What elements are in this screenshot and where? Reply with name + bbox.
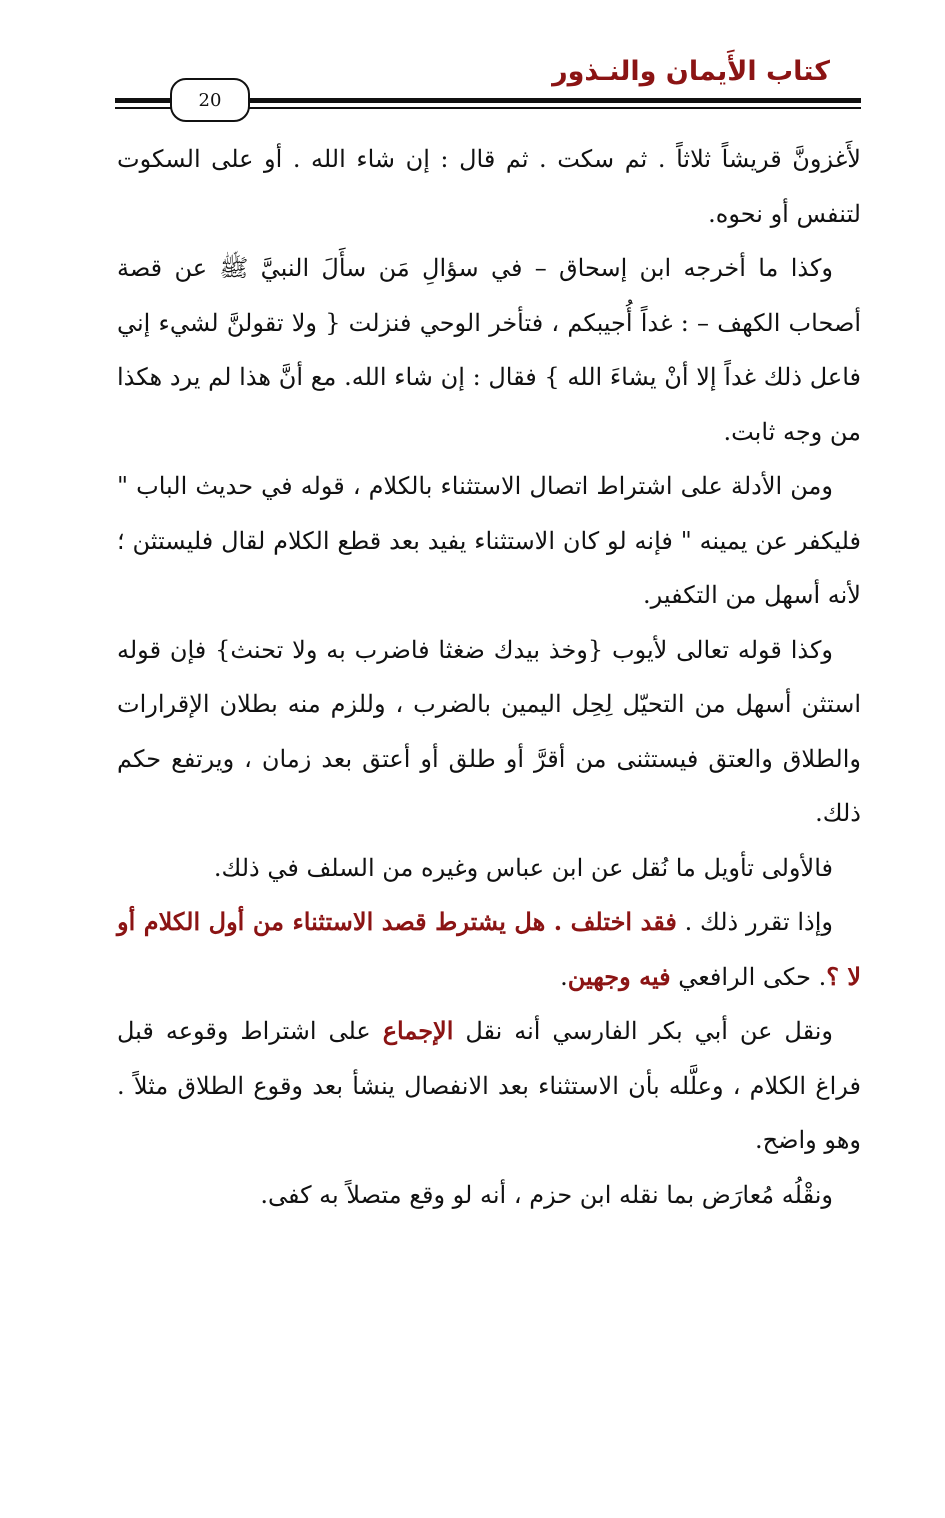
page-number-badge: [170, 78, 250, 122]
paragraph-5: فالأولى تأويل ما نُقل عن ابن عباس وغيره من السلف في ذلك.: [213, 853, 833, 882]
paragraph-7-text-2: على اشتراط وقوعه قبل فراغ الكلام ، وعلَّله بأن الاستثناء بعد الانفصال ينشأ بعد وقوع الطلاق مثلاً . وهو واضح.: [117, 1017, 861, 1154]
paragraph-7-highlight-consensus: الإجماع: [382, 1016, 454, 1045]
page-body: [117, 132, 861, 1222]
paragraph-4: وكذا قوله تعالى لأيوب {وخذ بيدك ضغثا فاضرب به ولا تحنث} فإن قوله استثن أسهل من التحيّل لِحِل اليمين بالضرب ، وللزم منه بطلان الإقرارات والطلاق والعتق فيستثنى من أقرَّ أو طلق أو أعتق بعد زمان ، ويرتفع حكم ذلك.: [117, 635, 861, 827]
paragraph-2: وكذا ما أخرجه ابن إسحاق – في سؤالِ مَن سأَلَ النبيَّ ﷺ عن قصة أصحاب الكهف – : غداً أُجيبكم ، فتأخر الوحي فنزلت { ولا تقولنَّ لشيء إني فاعل ذلك غداً إلا أنْ يشاءَ الله } فقال : إن شاء الله. مع أنَّ هذا لم يرد هكذا من وجه ثابت.: [117, 254, 861, 446]
paragraph-8: ونقْلُه مُعارَض بما نقله ابن حزم ، أنه لو وقع متصلاً به كفى.: [260, 1180, 833, 1209]
paragraph-1: لأَغزونَّ قريشاً ثلاثاً . ثم سكت . ثم قال : إن شاء الله . أو على السكوت لتنفس أو نحوه.: [117, 145, 861, 228]
page-number: 20: [198, 89, 222, 111]
paragraph-6-text-1: وإذا تقرر ذلك .: [676, 908, 834, 936]
paragraph-3: ومن الأدلة على اشتراط اتصال الاستثناء بالكلام ، قوله في حديث الباب " فليكفر عن يمينه " فإنه لو كان الاستثناء يفيد بعد قطع الكلام لقال فليستثن ؛ لأنه أسهل من التكفير.: [117, 472, 861, 609]
paragraph-6-text-2: . حكى الرافعي: [670, 962, 827, 991]
paragraph-6: [117, 895, 861, 1004]
book-title: كتاب الأَيمان والنـذور: [552, 56, 830, 87]
paragraph-7: [117, 1004, 861, 1168]
paragraph-7-text-1: ونقل عن أبي بكر الفارسي أنه نقل: [453, 1017, 834, 1045]
paragraph-6-highlight-two-views: فيه وجهين: [567, 961, 671, 991]
paragraph-6-highlight-question: فقد اختلف . هل يشترط قصد الاستثناء من أول الكلام أو لا ؟: [117, 907, 861, 991]
paragraph-6-text-3: .: [560, 962, 568, 991]
